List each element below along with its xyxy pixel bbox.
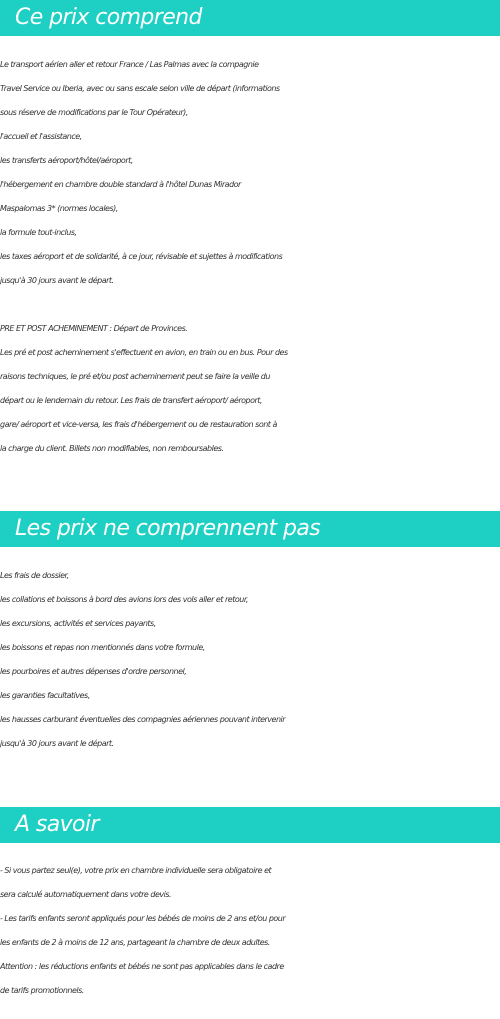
text-line: les enfants de 2 à moins de 12 ans, partageant la chambre de deux adultes. [0, 938, 270, 947]
text-line: raisons techniques, le pré et/ou post acheminement peut se faire la veille du [0, 372, 270, 381]
text-line: les transferts aéroport/hôtel/aéroport, [0, 156, 133, 165]
section-title-ce-prix-comprend: Ce prix comprend [0, 0, 500, 36]
text-line: Attention : les réductions enfants et bébés ne sont pas applicables dans le cadre [0, 962, 284, 971]
a-savoir-paragraph [0, 859, 500, 1003]
text-line: les garanties facultatives, [0, 691, 90, 700]
text-line: Maspalomas 3* (normes locales), [0, 204, 118, 213]
text-line: de tarifs promotionnels. [0, 986, 84, 995]
text-line: la formule tout-inclus, [0, 228, 77, 237]
section-title-a-savoir: A savoir [0, 807, 500, 843]
text-line: l'accueil et l'assistance, [0, 132, 82, 141]
not-included-list [0, 564, 500, 756]
text-line: Le transport aérien aller et retour France / Las Palmas avec la compagnie [0, 60, 259, 69]
text-line: les boissons et repas non mentionnés dans votre formule, [0, 643, 205, 652]
included-list [0, 53, 500, 293]
text-line: sous réserve de modifications par le Tour Opérateur), [0, 108, 188, 117]
section-title-non-inclus: Les prix ne comprennent pas [0, 511, 500, 547]
text-line: sera calculé automatiquement dans votre devis. [0, 890, 172, 899]
pre-post-acheminement-paragraph [0, 317, 500, 461]
text-line: Travel Service ou Iberia, avec ou sans escale selon ville de départ (informations [0, 84, 280, 93]
text-line: - Si vous partez seul(e), votre prix en chambre individuelle sera obligatoire et [0, 866, 272, 875]
text-line: jusqu'à 30 jours avant le départ. [0, 739, 114, 748]
text-line: les pourboires et autres dépenses d'ordre personnel, [0, 667, 187, 676]
text-line: gare/ aéroport et vice-versa, les frais d'hébergement ou de restauration sont à [0, 420, 277, 429]
text-line: - Les tarifs enfants seront appliqués pour les bébés de moins de 2 ans et/ou pour [0, 914, 286, 923]
text-line: les excursions, activités et services payants, [0, 619, 156, 628]
text-line: jusqu'à 30 jours avant le départ. [0, 276, 114, 285]
text-line: l'hébergement en chambre double standard à l'hôtel Dunas Mirador [0, 180, 241, 189]
text-line: Les pré et post acheminement s'effectuent en avion, en train ou en bus. Pour des [0, 348, 288, 357]
text-line: les hausses carburant éventuelles des compagnies aériennes pouvant intervenir [0, 715, 286, 724]
text-line: la charge du client. Billets non modifiables, non remboursables. [0, 444, 224, 453]
text-line: les taxes aéroport et de solidarité, à ce jour, révisable et sujettes à modifications [0, 252, 283, 261]
text-line: les collations et boissons à bord des avions lors des vols aller et retour, [0, 595, 248, 604]
text-line: PRE ET POST ACHEMINEMENT : Départ de Provinces. [0, 324, 188, 333]
text-line: départ ou le lendemain du retour. Les frais de transfert aéroport/ aéroport, [0, 396, 262, 405]
text-line: Les frais de dossier, [0, 571, 69, 580]
